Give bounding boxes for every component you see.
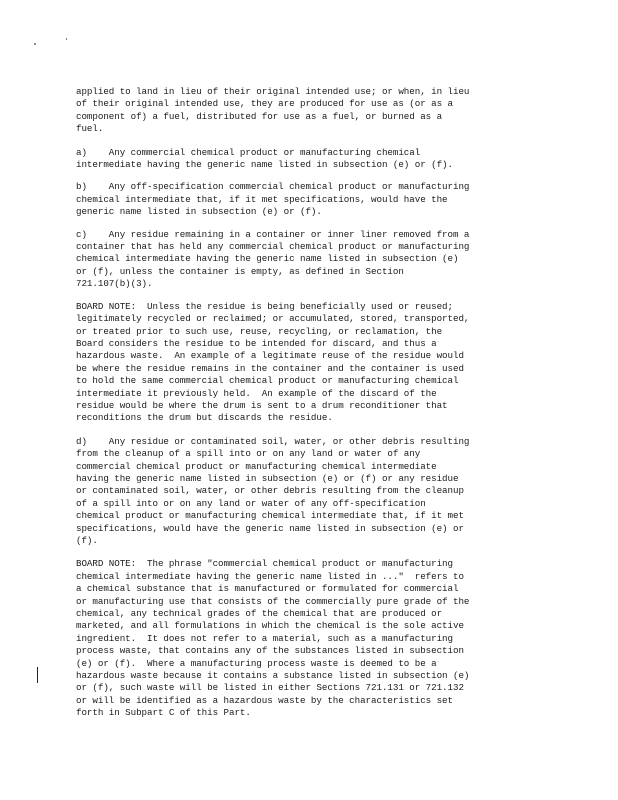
revision-margin-bar — [37, 667, 38, 683]
item-c-paragraph: c) Any residue remaining in a container or inner liner removed from a container that has held any commercial chemical product or manufacturing chemical intermediate having the generic name listed in subsection (e) or (f), unless the container is empty, as defined in Section 721.107(b)(3). — [76, 228, 470, 290]
document-body — [76, 86, 544, 720]
item-d-paragraph: d) Any residue or contaminated soil, water, or other debris resulting from the cleanup of a spill into or on any land or water of any commercial chemical product or manufacturing chemical intermediate having the generic name listed in subsection (e) or (f) or any residue or contaminated soil, water, or other debris resulting from the cleanup of a spill into or on any land or water of any off-specification chemical product or manufacturing chemical intermediate that, if it met specifications, would have the generic name listed in subsection (e) or (f). — [76, 435, 470, 546]
intro-paragraph: applied to land in lieu of their original intended use; or when, in lieu of their original intended use, they are produced for use as (or as a component of) a fuel, distributed for use as a fuel, or burned as a fuel. — [76, 86, 470, 135]
scan-speck — [34, 43, 36, 45]
board-note-1-paragraph: BOARD NOTE: Unless the residue is being beneficially used or reused; legitimately recycled or reclaimed; or accumulated, stored, transported, or treated prior to such use, reuse, recycling, or reclamation, the Board considers the residue to be intended for discard, and thus a hazardous waste. An example of a legitimate reuse of the residue would be where the residue remains in the container and the container is used to hold the same commercial chemical product or manufacturing chemical intermediate it previously held. An example of the discard of the residue would be where the drum is sent to a drum reconditioner that reconditions the drum but discards the residue. — [76, 300, 470, 424]
scan-speck — [66, 38, 67, 40]
item-a-paragraph: a) Any commercial chemical product or manufacturing chemical intermediate having the generic name listed in subsection (e) or (f). — [76, 146, 453, 171]
board-note-2-paragraph: BOARD NOTE: The phrase "commercial chemical product or manufacturing chemical intermediate having the generic name listed in ..." refers to a chemical substance that is manufactured or formulated for commercial or manufacturing use that consists of the commercially pure grade of the chemical, any technical grades of the chemical that are produced or marketed, and all formulations in which the chemical is the sole active ingredient. It does not refer to a material, such as a manufacturing process waste, that contains any of the substances listed in subsection (e) or (f). Where a manufacturing process waste is deemed to be a hazardous waste because it contains a substance listed in subsection (e) or (f), such waste will be listed in either Sections 721.131 or 721.132 or will be identified as a hazardous waste by the characteristics set forth in Subpart C of this Part. — [76, 558, 470, 719]
item-b-paragraph: b) Any off-specification commercial chemical product or manufacturing chemical intermediate that, if it met specifications, would have the generic name listed in subsection (e) or (f). — [76, 181, 470, 218]
